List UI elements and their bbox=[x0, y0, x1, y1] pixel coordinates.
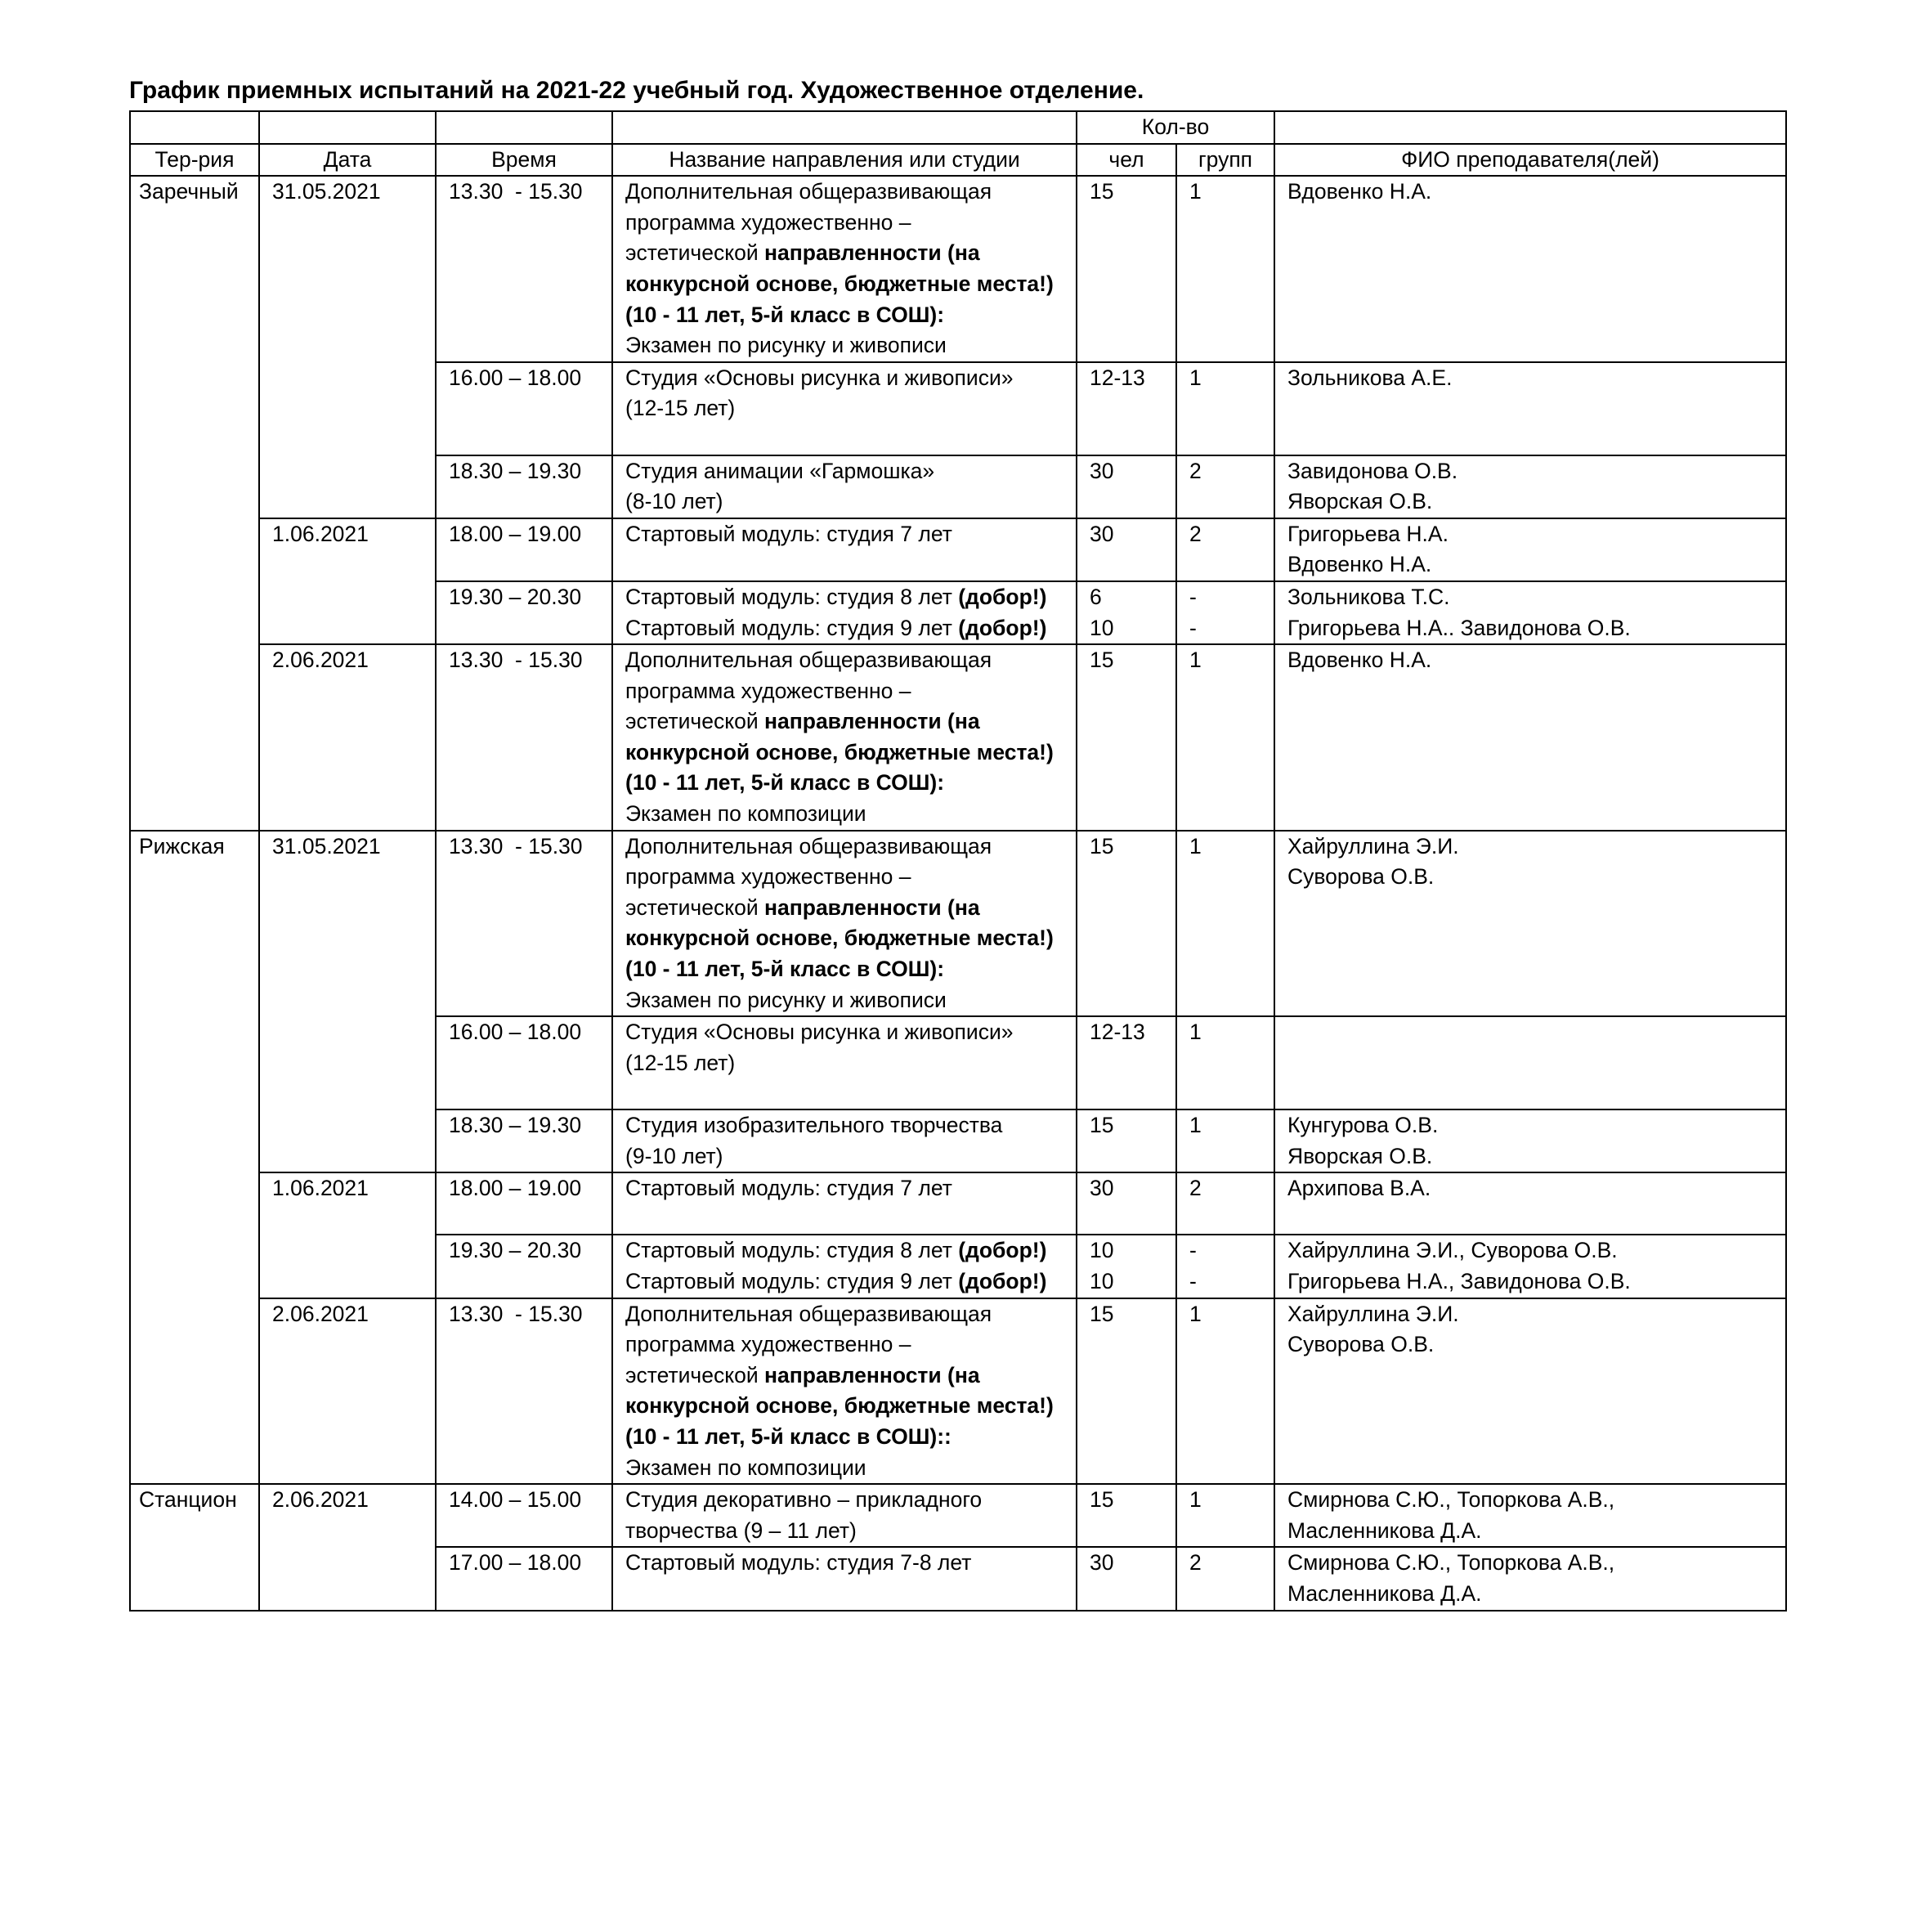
groups-cell-line: 2 bbox=[1189, 1176, 1202, 1201]
program-cell bbox=[612, 455, 1077, 518]
people-cell bbox=[1077, 455, 1176, 518]
time-cell: 13.30 - 15.30 bbox=[436, 644, 612, 831]
program-text: Дополнительная общеразвивающая bbox=[625, 179, 992, 204]
date-cell: 2.06.2021 bbox=[259, 1298, 436, 1485]
program-text: Экзамен по рисунку и живописи bbox=[625, 333, 947, 358]
program-line bbox=[625, 1422, 1076, 1453]
teachers-cell bbox=[1274, 1484, 1786, 1547]
program-line bbox=[625, 269, 1076, 300]
teachers-cell bbox=[1274, 362, 1786, 455]
groups-cell-line: 2 bbox=[1189, 1550, 1202, 1576]
header-groups: групп bbox=[1176, 144, 1274, 177]
date-cell: 1.06.2021 bbox=[259, 518, 436, 644]
document-title: График приемных испытаний на 2021-22 учебный год. Художественное отделение. bbox=[129, 77, 1144, 104]
groups-cell-line: - bbox=[1189, 584, 1197, 609]
program-text: Стартовый модуль: студия 7-8 лет bbox=[625, 1550, 972, 1576]
program-line bbox=[625, 1048, 1076, 1079]
program-text: Стартовый модуль: студия 9 лет bbox=[625, 615, 959, 640]
program-cell bbox=[612, 1484, 1077, 1547]
program-text: Студия изобразительного творчества bbox=[625, 1113, 1003, 1138]
teachers-cell-line: Зольникова Т.С. bbox=[1287, 584, 1450, 609]
program-text: (12-15 лет) bbox=[625, 396, 736, 421]
program-text: Дополнительная общеразвивающая bbox=[625, 833, 992, 858]
time-cell: 18.30 – 19.30 bbox=[436, 455, 612, 518]
time-cell: 16.00 – 18.00 bbox=[436, 1016, 612, 1109]
program-text: (12-15 лет) bbox=[625, 1050, 736, 1075]
people-cell bbox=[1077, 1016, 1176, 1109]
people-cell-line: 10 bbox=[1090, 1238, 1114, 1263]
people-cell-line: 15 bbox=[1090, 833, 1114, 858]
people-cell-line: 12-13 bbox=[1090, 365, 1145, 390]
groups-cell bbox=[1176, 1172, 1274, 1235]
teachers-cell-line: Смирнова С.Ю., Топоркова А.В., bbox=[1287, 1487, 1615, 1513]
groups-cell bbox=[1176, 581, 1274, 644]
program-line bbox=[625, 737, 1076, 769]
time-cell: 18.00 – 19.00 bbox=[436, 1172, 612, 1235]
program-cell bbox=[612, 1298, 1077, 1485]
program-line bbox=[625, 363, 1076, 394]
program-text: эстетической bbox=[625, 1362, 764, 1387]
people-cell-line: 30 bbox=[1090, 521, 1114, 546]
program-text: Стартовый модуль: студия 7 лет bbox=[625, 1176, 952, 1201]
people-cell bbox=[1077, 176, 1176, 362]
program-line bbox=[625, 706, 1076, 737]
table-row bbox=[130, 831, 1786, 1017]
header-blank-teachers bbox=[1274, 111, 1786, 144]
program-line bbox=[625, 862, 1076, 893]
time-cell: 13.30 - 15.30 bbox=[436, 831, 612, 1017]
program-text: (10 - 11 лет, 5-й класс в СОШ): bbox=[625, 302, 945, 327]
program-line bbox=[625, 645, 1076, 676]
header-territory: Тер-рия bbox=[130, 144, 259, 177]
people-cell-line: 15 bbox=[1090, 1301, 1114, 1326]
teachers-cell-line: Хайруллина Э.И. bbox=[1287, 833, 1459, 858]
program-text: направленности (на bbox=[764, 240, 980, 266]
program-text: Дополнительная общеразвивающая bbox=[625, 1301, 992, 1326]
program-cell bbox=[612, 176, 1077, 362]
header-date: Дата bbox=[259, 144, 436, 177]
groups-cell-line: 1 bbox=[1189, 179, 1202, 204]
groups-cell bbox=[1176, 644, 1274, 831]
teachers-cell-line: Завидонова О.В. bbox=[1287, 458, 1458, 483]
program-line bbox=[625, 1266, 1076, 1298]
time-cell: 13.30 - 15.30 bbox=[436, 176, 612, 362]
program-line bbox=[625, 1299, 1076, 1330]
program-line bbox=[625, 1173, 1076, 1204]
groups-cell bbox=[1176, 518, 1274, 581]
groups-cell bbox=[1176, 1016, 1274, 1109]
program-line bbox=[625, 832, 1076, 863]
teachers-cell-line: Хайруллина Э.И., Суворова О.В. bbox=[1287, 1238, 1618, 1263]
program-text: Студия декоративно – прикладного bbox=[625, 1487, 983, 1513]
program-text: эстетической bbox=[625, 894, 764, 920]
program-line bbox=[625, 985, 1076, 1016]
program-text: конкурсной основе, бюджетные места!) bbox=[625, 1393, 1054, 1419]
program-text: Стартовый модуль: студия 7 лет bbox=[625, 521, 952, 546]
people-cell-line: 15 bbox=[1090, 648, 1114, 673]
groups-cell bbox=[1176, 1109, 1274, 1172]
time-cell: 13.30 - 15.30 bbox=[436, 1298, 612, 1485]
table-row bbox=[130, 1172, 1786, 1235]
program-line bbox=[625, 923, 1076, 954]
program-line bbox=[625, 208, 1076, 239]
program-text: (10 - 11 лет, 5-й класс в СОШ): bbox=[625, 770, 945, 796]
program-text: (8-10 лет) bbox=[625, 489, 723, 514]
program-text: (9-10 лет) bbox=[625, 1143, 723, 1168]
territory-cell: Рижская bbox=[130, 831, 259, 1484]
teachers-cell-line: Григорьева Н.А.. Завидонова О.В. bbox=[1287, 615, 1631, 640]
people-cell-line: 15 bbox=[1090, 179, 1114, 204]
date-cell: 2.06.2021 bbox=[259, 1484, 436, 1610]
groups-cell-line: 1 bbox=[1189, 833, 1202, 858]
teachers-cell-line: Смирнова С.Ю., Топоркова А.В., bbox=[1287, 1550, 1615, 1576]
teachers-cell-line: Яворская О.В. bbox=[1287, 1143, 1433, 1168]
people-cell bbox=[1077, 1298, 1176, 1485]
time-cell: 18.30 – 19.30 bbox=[436, 1109, 612, 1172]
time-cell: 14.00 – 15.00 bbox=[436, 1484, 612, 1547]
groups-cell-line: 1 bbox=[1189, 365, 1202, 390]
teachers-cell bbox=[1274, 1109, 1786, 1172]
time-cell: 19.30 – 20.30 bbox=[436, 581, 612, 644]
teachers-cell bbox=[1274, 1172, 1786, 1235]
groups-cell bbox=[1176, 362, 1274, 455]
people-cell bbox=[1077, 644, 1176, 831]
program-line bbox=[625, 1485, 1076, 1516]
table-row bbox=[130, 644, 1786, 831]
groups-cell-line: - bbox=[1189, 1269, 1197, 1293]
header-people: чел bbox=[1077, 144, 1176, 177]
teachers-cell-line: Зольникова А.Е. bbox=[1287, 365, 1453, 390]
program-cell bbox=[612, 1016, 1077, 1109]
program-line bbox=[625, 799, 1076, 830]
date-cell: 31.05.2021 bbox=[259, 831, 436, 1173]
admission-schedule-table bbox=[129, 110, 1787, 1611]
program-text: конкурсной основе, бюджетные места!) bbox=[625, 739, 1054, 764]
teachers-cell bbox=[1274, 1547, 1786, 1610]
program-line bbox=[625, 238, 1076, 269]
groups-cell bbox=[1176, 1484, 1274, 1547]
groups-cell-line: - bbox=[1189, 1238, 1197, 1263]
program-cell bbox=[612, 518, 1077, 581]
teachers-cell-line: Вдовенко Н.А. bbox=[1287, 552, 1432, 577]
program-cell bbox=[612, 362, 1077, 455]
program-line bbox=[625, 393, 1076, 424]
people-cell-line: 6 bbox=[1090, 584, 1102, 609]
program-line bbox=[625, 1017, 1076, 1048]
people-cell bbox=[1077, 1172, 1176, 1235]
people-cell bbox=[1077, 1235, 1176, 1298]
teachers-cell bbox=[1274, 455, 1786, 518]
program-text: (добор!) bbox=[958, 1269, 1047, 1293]
teachers-cell bbox=[1274, 1235, 1786, 1298]
people-cell-line: 10 bbox=[1090, 615, 1114, 640]
program-text: эстетической bbox=[625, 240, 764, 266]
groups-cell-line: - bbox=[1189, 615, 1197, 640]
groups-cell bbox=[1176, 1235, 1274, 1298]
program-line bbox=[625, 1391, 1076, 1422]
program-text: (добор!) bbox=[958, 615, 1047, 640]
program-text: Стартовый модуль: студия 8 лет bbox=[625, 1238, 959, 1263]
header-program: Название направления или студии bbox=[612, 144, 1077, 177]
teachers-cell-line: Масленникова Д.А. bbox=[1287, 1580, 1482, 1606]
program-line bbox=[625, 519, 1076, 550]
teachers-cell bbox=[1274, 1016, 1786, 1109]
program-line bbox=[625, 768, 1076, 799]
program-text: программа художественно – bbox=[625, 1332, 911, 1357]
program-line bbox=[625, 1329, 1076, 1360]
program-text: (добор!) bbox=[958, 584, 1047, 609]
header-blank-time bbox=[436, 111, 612, 144]
program-cell bbox=[612, 1235, 1077, 1298]
teachers-cell-line: Суворова О.В. bbox=[1287, 1332, 1435, 1357]
header-blank-program bbox=[612, 111, 1077, 144]
program-line bbox=[625, 1360, 1076, 1392]
header-time: Время bbox=[436, 144, 612, 177]
groups-cell bbox=[1176, 176, 1274, 362]
table-row bbox=[130, 1298, 1786, 1485]
program-text: (добор!) bbox=[958, 1238, 1047, 1263]
program-text: Дополнительная общеразвивающая bbox=[625, 648, 992, 673]
teachers-cell-line: Григорьева Н.А. bbox=[1287, 521, 1449, 546]
teachers-cell-line: Вдовенко Н.А. bbox=[1287, 648, 1432, 673]
people-cell bbox=[1077, 581, 1176, 644]
program-text: Экзамен по рисунку и живописи bbox=[625, 987, 947, 1012]
program-cell bbox=[612, 644, 1077, 831]
program-cell bbox=[612, 1547, 1077, 1610]
program-cell bbox=[612, 581, 1077, 644]
territory-cell: Заречный bbox=[130, 176, 259, 830]
groups-cell-line: 2 bbox=[1189, 458, 1202, 483]
time-cell: 19.30 – 20.30 bbox=[436, 1235, 612, 1298]
program-text: Стартовый модуль: студия 8 лет bbox=[625, 584, 959, 609]
program-line bbox=[625, 1110, 1076, 1141]
date-cell: 1.06.2021 bbox=[259, 1172, 436, 1298]
people-cell-line: 10 bbox=[1090, 1269, 1114, 1293]
program-line bbox=[625, 486, 1076, 518]
program-text: конкурсной основе, бюджетные места!) bbox=[625, 271, 1054, 296]
program-line bbox=[625, 300, 1076, 331]
program-text: Студия «Основы рисунка и живописи» bbox=[625, 1020, 1014, 1045]
people-cell-line: 30 bbox=[1090, 1550, 1114, 1576]
people-cell-line: 15 bbox=[1090, 1487, 1114, 1513]
teachers-cell-line: Хайруллина Э.И. bbox=[1287, 1301, 1459, 1326]
program-text: (10 - 11 лет, 5-й класс в СОШ): bbox=[625, 957, 945, 982]
teachers-cell bbox=[1274, 518, 1786, 581]
program-text: (10 - 11 лет, 5-й класс в СОШ):: bbox=[625, 1423, 952, 1449]
time-cell: 17.00 – 18.00 bbox=[436, 1547, 612, 1610]
header-teachers: ФИО преподавателя(лей) bbox=[1274, 144, 1786, 177]
program-text: направленности (на bbox=[764, 709, 980, 734]
groups-cell bbox=[1176, 1547, 1274, 1610]
table-row bbox=[130, 1484, 1786, 1547]
program-cell bbox=[612, 831, 1077, 1017]
people-cell-line: 15 bbox=[1090, 1113, 1114, 1138]
program-text: эстетической bbox=[625, 709, 764, 734]
program-line bbox=[625, 1516, 1076, 1547]
program-line bbox=[625, 1235, 1076, 1266]
groups-cell-line: 1 bbox=[1189, 1301, 1202, 1326]
teachers-cell bbox=[1274, 1298, 1786, 1485]
table-row bbox=[130, 176, 1786, 362]
teachers-cell bbox=[1274, 644, 1786, 831]
program-text: Стартовый модуль: студия 9 лет bbox=[625, 1269, 959, 1293]
people-cell bbox=[1077, 1484, 1176, 1547]
people-cell-line: 12-13 bbox=[1090, 1020, 1145, 1045]
people-cell bbox=[1077, 362, 1176, 455]
groups-cell bbox=[1176, 831, 1274, 1017]
table-row bbox=[130, 518, 1786, 581]
time-cell: 18.00 – 19.00 bbox=[436, 518, 612, 581]
program-line bbox=[625, 954, 1076, 985]
program-text: Экзамен по композиции bbox=[625, 1455, 866, 1480]
program-text: Экзамен по композиции bbox=[625, 801, 866, 827]
groups-cell-line: 1 bbox=[1189, 1020, 1202, 1045]
header-blank-territory bbox=[130, 111, 259, 144]
program-text: программа художественно – bbox=[625, 678, 911, 703]
groups-cell-line: 1 bbox=[1189, 1113, 1202, 1138]
territory-cell: Станцион bbox=[130, 1484, 259, 1610]
program-text: Студия анимации «Гармошка» bbox=[625, 458, 935, 483]
program-text: Студия «Основы рисунка и живописи» bbox=[625, 365, 1014, 390]
teachers-cell bbox=[1274, 831, 1786, 1017]
people-cell bbox=[1077, 1109, 1176, 1172]
header-count-group: Кол-во bbox=[1077, 111, 1274, 144]
teachers-cell bbox=[1274, 176, 1786, 362]
program-cell bbox=[612, 1172, 1077, 1235]
program-line bbox=[625, 613, 1076, 644]
time-cell: 16.00 – 18.00 bbox=[436, 362, 612, 455]
people-cell-line: 30 bbox=[1090, 1176, 1114, 1201]
teachers-cell-line: Суворова О.В. bbox=[1287, 864, 1435, 890]
teachers-cell-line: Архипова В.А. bbox=[1287, 1176, 1431, 1201]
program-line bbox=[625, 1141, 1076, 1172]
program-line bbox=[625, 582, 1076, 613]
teachers-cell bbox=[1274, 581, 1786, 644]
header-row-columns bbox=[130, 144, 1786, 177]
groups-cell bbox=[1176, 455, 1274, 518]
header-blank-date bbox=[259, 111, 436, 144]
teachers-cell-line: Яворская О.В. bbox=[1287, 489, 1433, 514]
program-text: творчества (9 – 11 лет) bbox=[625, 1517, 857, 1543]
people-cell bbox=[1077, 1547, 1176, 1610]
program-cell bbox=[612, 1109, 1077, 1172]
program-text: направленности (на bbox=[764, 1362, 980, 1387]
program-line bbox=[625, 456, 1076, 487]
program-text: направленности (на bbox=[764, 894, 980, 920]
groups-cell-line: 2 bbox=[1189, 521, 1202, 546]
groups-cell-line: 1 bbox=[1189, 1487, 1202, 1513]
teachers-cell-line: Вдовенко Н.А. bbox=[1287, 179, 1432, 204]
program-text: программа художественно – bbox=[625, 209, 911, 235]
date-cell: 2.06.2021 bbox=[259, 644, 436, 831]
teachers-cell-line: Масленникова Д.А. bbox=[1287, 1517, 1482, 1543]
header-row-top bbox=[130, 111, 1786, 144]
program-line bbox=[625, 330, 1076, 361]
program-line bbox=[625, 893, 1076, 924]
program-text: программа художественно – bbox=[625, 864, 911, 890]
people-cell bbox=[1077, 831, 1176, 1017]
teachers-cell-line: Кунгурова О.В. bbox=[1287, 1113, 1439, 1138]
program-line bbox=[625, 177, 1076, 208]
people-cell-line: 30 bbox=[1090, 458, 1114, 483]
people-cell bbox=[1077, 518, 1176, 581]
program-line bbox=[625, 1453, 1076, 1484]
date-cell: 31.05.2021 bbox=[259, 176, 436, 518]
program-line bbox=[625, 676, 1076, 707]
groups-cell-line: 1 bbox=[1189, 648, 1202, 673]
program-line bbox=[625, 1548, 1076, 1579]
groups-cell bbox=[1176, 1298, 1274, 1485]
program-text: конкурсной основе, бюджетные места!) bbox=[625, 926, 1054, 951]
teachers-cell-line: Григорьева Н.А., Завидонова О.В. bbox=[1287, 1269, 1631, 1293]
